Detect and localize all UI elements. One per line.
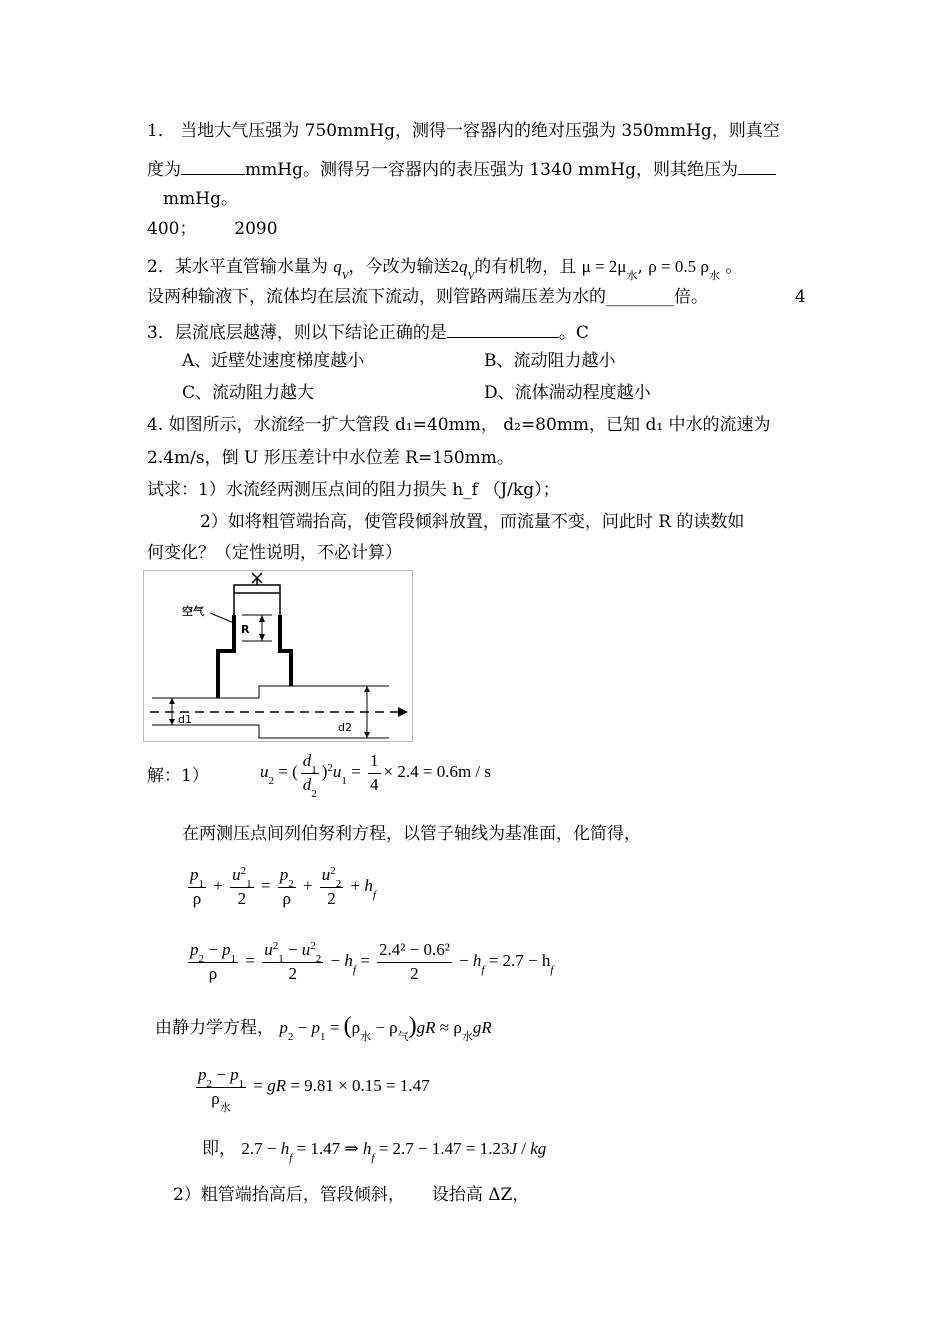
air-label: 空气: [182, 605, 204, 618]
q2-line1b: ，今改为输送: [348, 257, 451, 277]
q1-line2b: mmHg。测得另一容器内的表压强为 1340 mmHg，则其绝压为: [245, 160, 738, 180]
mu-relation: $\mu = 2\mu_水$: [581, 257, 638, 282]
q4-line3: 试求：1）水流经两测压点间的阻力损失 h_f （J/kg）；: [147, 480, 560, 500]
bernoulli-text: 在两测压点间列伯努利方程，以管子轴线为基准面，化简得，: [182, 824, 641, 844]
pipe-diagram: [143, 570, 413, 742]
q1-line3: mmHg。: [163, 189, 238, 209]
q3-option-d: D、流体湍动程度越小: [484, 383, 651, 403]
qv-symbol: $q_V$: [333, 257, 349, 282]
blank-1: [181, 158, 245, 175]
q1-line1: 1． 当地大气压强为 750mmHg，测得一容器内的绝对压强为 350mmHg，则真空: [147, 121, 780, 141]
q2-line1: 2．某水平直管输水量为 $q_V$，今改为输送$2q_V$的有机物，且 $\mu = 2\mu_水$, ρ = 0.5 $\rho_水$ 。: [147, 257, 743, 282]
ie-text: 即，: [202, 1139, 236, 1159]
q3-answer: 。C: [558, 323, 589, 343]
solution-label: 解：1）: [147, 766, 209, 786]
2qv-symbol: $2q_V$: [450, 257, 475, 282]
q3-option-c: C、流动阻力越大: [182, 383, 315, 403]
eq-grad: $\frac{p_2 - p_1}{\rho_水}$ = gR = 9.81 × 0.15 = 1.47: [198, 1065, 430, 1114]
eq-hf: $2.7 - h_f = 1.47$ ⇒ $h_f = 2.7 - 1.47 = 1.23J$ / kg: [241, 1139, 547, 1164]
q2-line1c: 的有机物，且: [474, 257, 577, 277]
r-label: R: [241, 623, 250, 636]
q4-line4: 2）如将粗管端抬高，使管段倾斜放置，而流量不变，问此时 R 的读数如: [200, 512, 745, 532]
q3-option-b: B、流动阻力越小: [484, 351, 616, 371]
rho-relation: ρ = 0.5 $\rho_水$: [648, 257, 720, 282]
q1-line2a: 度为: [147, 160, 181, 180]
blank-3: [447, 321, 559, 338]
q2-answer: 4: [795, 287, 806, 307]
eq-u2: $u_2$ = ( $\frac{d_1}{d_2}$ )$^2u_1$ = $\frac{1}{4}$ × 2.4 = 0.6m / s: [260, 751, 492, 800]
q3-stem-text: 3．层流底层越薄，则以下结论正确的是: [147, 323, 447, 343]
part2-line: 2）粗管端抬高后，管段倾斜， 设抬高 ΔZ，: [173, 1185, 530, 1205]
pipe-diagram-svg: [144, 571, 412, 741]
q2-line1a: 2．某水平直管输水量为: [147, 257, 328, 277]
blank-2: [738, 158, 776, 175]
static-text: 由静力学方程，: [155, 1018, 274, 1038]
q3-stem: [147, 321, 589, 342]
q1-answer: 400； 2090: [147, 219, 278, 239]
q3-option-a: A、近壁处速度梯度越小: [182, 351, 365, 371]
q2-line2: 设两种输液下，流体均在层流下流动，则管路两端压差为水的________倍。: [147, 287, 708, 307]
q4-line1: 4. 如图所示，水流经一扩大管段 d₁=40mm， d₂=80mm，已知 d₁ 中水的流速为: [147, 415, 771, 435]
static-eq: 由静力学方程， $p_2 - p_1 = (\rho_水 - \rho_气)gR \approx \rho_水gR$: [155, 1013, 492, 1043]
q4-line5: 何变化？（定性说明，不必计算）: [147, 543, 402, 563]
eq-pressure-diff: $\frac{p_2 - p_1}{\rho}$ = $\frac{u^2_1 - u^2_2}{2}$ − $h_f$ = $\frac{\text{2.4² − 0.6²}}{2}$ − $h_f = 2.7 - h_f$: [190, 940, 554, 983]
q1-line2: [147, 158, 776, 179]
d2-label: d2: [338, 721, 352, 734]
d1-label: d1: [178, 713, 192, 726]
eq-bernoulli: $\frac{p_1}{\rho}$ + $\frac{u^2_1}{2}$ = $\frac{p_2}{\rho}$ + $\frac{u^2_2}{2}$ + $h_f$: [190, 865, 376, 908]
q4-line2: 2.4m/s，倒 U 形压差计中水位差 R=150mm。: [147, 448, 514, 468]
ie-eq: [202, 1139, 547, 1164]
